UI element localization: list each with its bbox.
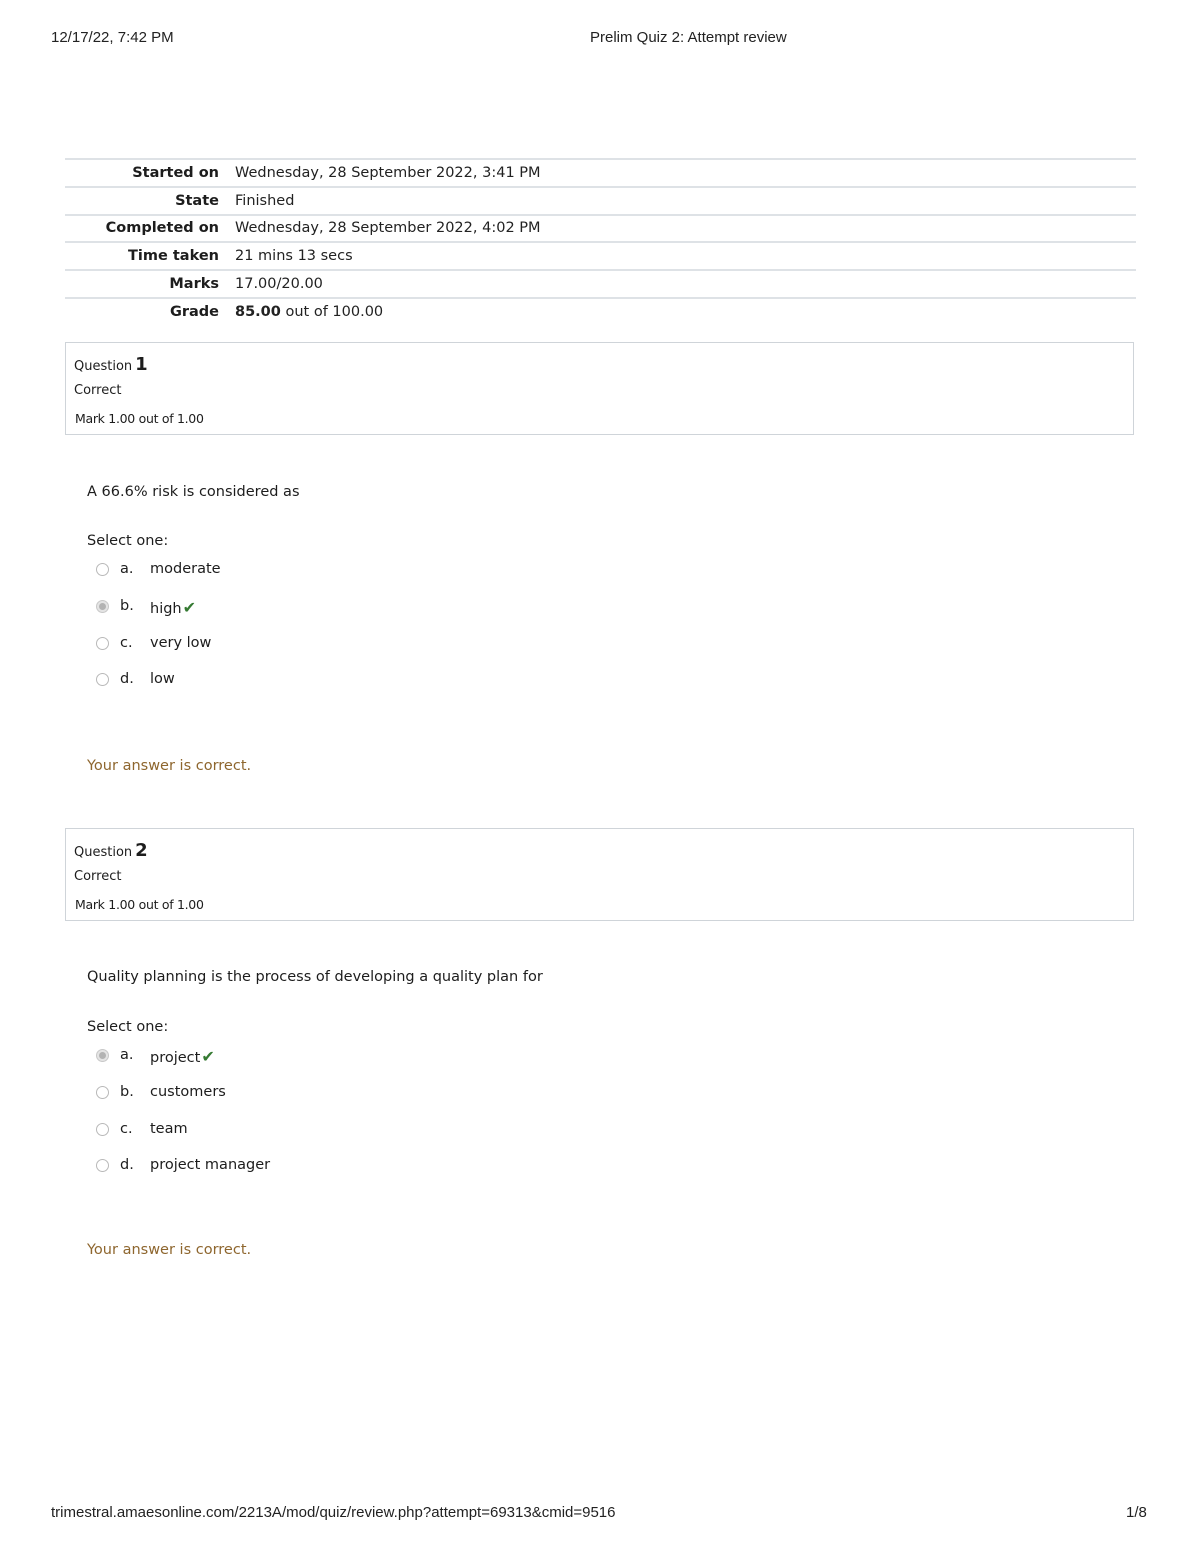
summary-value: Finished [235,192,295,209]
option-label [150,598,196,617]
answer-option[interactable] [96,598,496,620]
print-datetime: 12/17/22, 7:42 PM [51,29,174,46]
answer-option[interactable] [96,1157,496,1179]
summary-value: 21 mins 13 secs [235,248,353,265]
radio-icon[interactable] [96,1123,109,1136]
answer-option[interactable] [96,561,496,583]
answer-feedback: Your answer is correct. [87,1242,252,1258]
summary-label: State [175,192,219,209]
answer-option[interactable] [96,671,496,693]
summary-row-state [65,187,1136,215]
option-letter: a. [120,1047,134,1063]
print-page-title: Prelim Quiz 2: Attempt review [590,29,787,46]
question-number-value: 2 [135,840,148,861]
option-text: project [150,1050,201,1066]
question-prefix: Question [74,845,133,860]
attempt-summary-table [65,158,1136,326]
option-letter: c. [120,1121,133,1137]
option-label [150,1121,188,1137]
summary-row-completed [65,215,1136,243]
summary-value [235,298,1136,326]
option-label [150,671,175,687]
option-label [150,561,221,577]
grade-value: 85.00 [235,304,281,321]
option-text: low [150,671,175,687]
option-letter: d. [120,1157,134,1173]
summary-value: Wednesday, 28 September 2022, 3:41 PM [235,164,541,181]
option-text: team [150,1121,188,1137]
question-prefix: Question [74,359,133,374]
question-info-2 [65,828,1134,921]
answer-feedback: Your answer is correct. [87,758,252,774]
summary-row-grade [65,298,1136,326]
grade-suffix: out of 100.00 [285,304,384,321]
question-state: Correct [74,383,122,398]
option-text: project manager [150,1157,271,1173]
summary-row-marks [65,270,1136,298]
option-letter: d. [120,671,134,687]
question-grade: Mark 1.00 out of 1.00 [75,897,204,912]
answer-option[interactable] [96,1047,496,1069]
answer-option[interactable] [96,1121,496,1143]
option-label [150,1084,226,1100]
option-text: high [150,601,182,617]
summary-value: Wednesday, 28 September 2022, 4:02 PM [235,220,541,237]
option-letter: b. [120,1084,134,1100]
question-state: Correct [74,869,122,884]
summary-label: Completed on [105,220,219,237]
summary-label: Grade [169,304,219,321]
option-letter: c. [120,635,133,651]
summary-value: 17.00/20.00 [235,276,323,293]
summary-label: Started on [132,164,219,181]
radio-icon[interactable] [96,1086,109,1099]
radio-checked-icon[interactable] [96,1049,109,1062]
radio-icon[interactable] [96,1159,109,1172]
print-page-number: 1/8 [1126,1504,1147,1521]
summary-row-time-taken [65,242,1136,270]
select-one-prompt: Select one: [87,533,169,549]
radio-checked-icon[interactable] [96,600,109,613]
question-info-1 [65,342,1134,435]
question-number-value: 1 [135,354,148,375]
answer-option[interactable] [96,635,496,657]
option-letter: a. [120,561,134,577]
option-letter: b. [120,598,134,614]
option-label [150,1047,215,1066]
option-label [150,1157,270,1173]
option-text: customers [150,1084,226,1100]
question-grade: Mark 1.00 out of 1.00 [75,411,204,426]
correct-check-icon: ✔ [201,1047,215,1066]
question-text: Quality planning is the process of developing a quality plan for [87,969,543,985]
question-text: A 66.6% risk is considered as [87,484,300,500]
question-number [74,354,148,375]
option-text: very low [150,635,212,651]
summary-label: Marks [169,276,219,293]
print-footer [0,1504,1200,1524]
summary-row-started [65,159,1136,187]
select-one-prompt: Select one: [87,1019,169,1035]
option-text: moderate [150,561,221,577]
correct-check-icon: ✔ [182,598,197,617]
question-number [74,840,148,861]
radio-icon[interactable] [96,563,109,576]
print-url: trimestral.amaesonline.com/2213A/mod/quiz/review.php?attempt=69313&cmid=9516 [51,1504,616,1521]
answer-option[interactable] [96,1084,496,1106]
radio-icon[interactable] [96,673,109,686]
radio-icon[interactable] [96,637,109,650]
summary-label: Time taken [128,248,219,265]
option-label [150,635,211,651]
print-header [0,29,1200,49]
